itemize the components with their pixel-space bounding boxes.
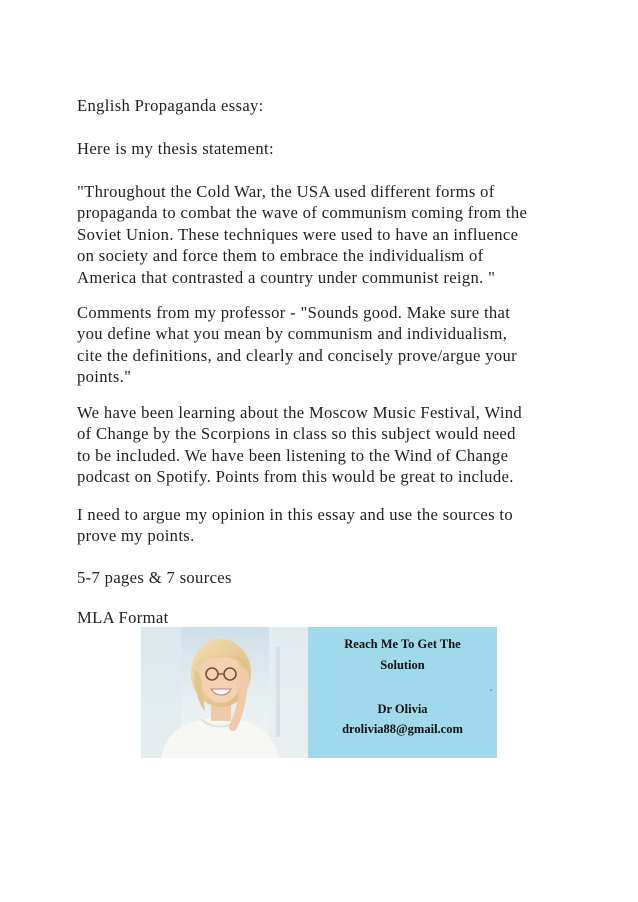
ad-headline-line2: Solution — [380, 658, 425, 672]
ad-photo — [141, 627, 308, 758]
ad-contact-email[interactable]: drolivia88@gmail.com — [342, 722, 463, 736]
contact-ad-banner — [141, 627, 497, 758]
class-context: We have been learning about the Moscow Music Festival, Wind of Change by the Scorpions in class so this subject would need to be included. We have been listening to the Wind of Change podcast on Spotify. Points from this would be great to include. — [77, 403, 523, 487]
ad-contact-panel — [308, 627, 497, 758]
ad-headline-line1: Reach Me To Get The — [344, 637, 461, 651]
essay-title: English Propaganda essay: — [77, 96, 264, 115]
thesis-intro: Here is my thesis statement: — [77, 139, 274, 158]
ad-contact-name: Dr Olivia — [377, 702, 428, 716]
woman-photo-illustration — [141, 627, 308, 758]
thesis-statement: "Throughout the Cold War, the USA used different forms of propaganda to combat the wave of communism coming from the Soviet Union. These techniques were used to have an influence on society and force them to embrace the individualism of America that contrasted a country under communist reign. " — [77, 182, 528, 287]
professor-comments: Comments from my professor - "Sounds good. Make sure that you define what you mean by communism and individualism, cite the definitions, and clearly and concisely prove/argue your points." — [77, 303, 518, 387]
ad-dot-decoration — [490, 689, 492, 691]
format-requirement: MLA Format — [77, 608, 169, 627]
length-requirement: 5-7 pages & 7 sources — [77, 568, 232, 587]
requirement-text: I need to argue my opinion in this essay and use the sources to prove my points. — [77, 505, 514, 546]
